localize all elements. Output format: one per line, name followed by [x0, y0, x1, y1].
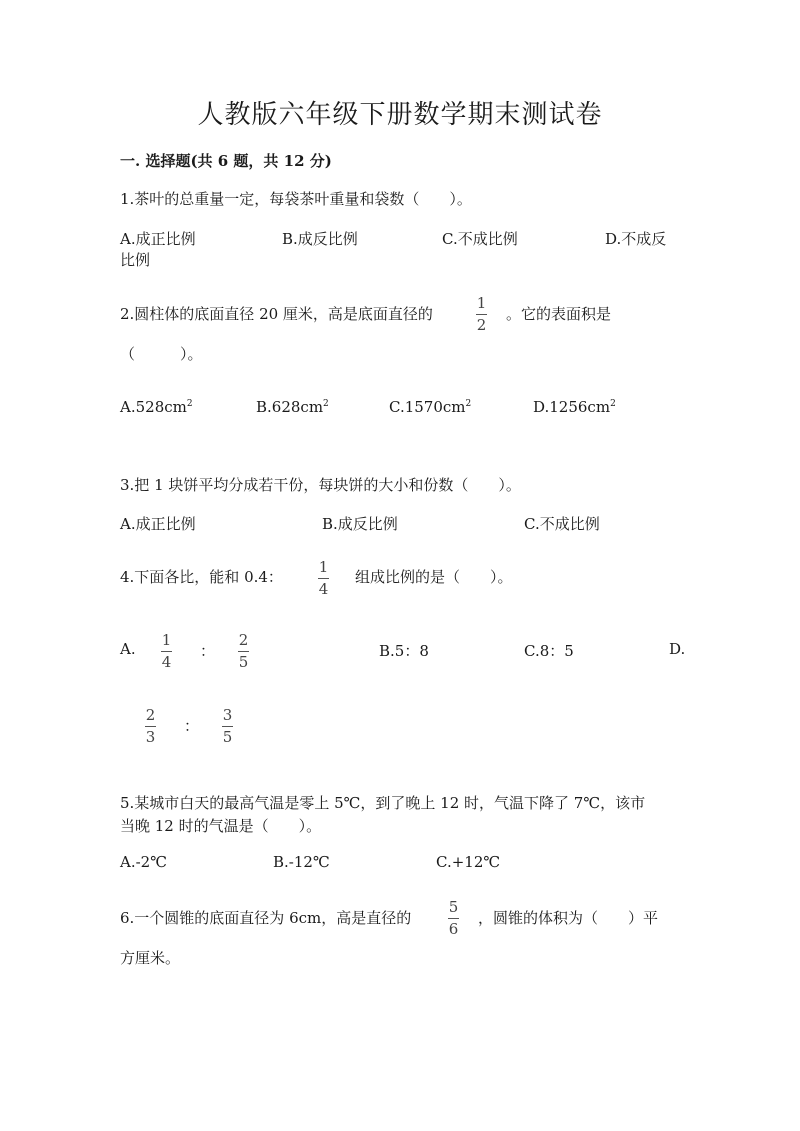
fraction-numerator: 2 — [145, 706, 156, 724]
fraction-bar — [318, 578, 329, 579]
question-4-option-d-fraction-1 — [145, 707, 156, 746]
page-title: 人教版六年级下册数学期末测试卷 — [197, 100, 603, 130]
fraction-bar — [222, 726, 233, 727]
question-5-stem: 5.某城市白天的最高气温是零上 5℃，到了晚上 12 时，气温下降了 7℃，该市 — [120, 794, 646, 812]
question-6-stem-continued: ，圆锥的体积为（ ）平 — [478, 909, 659, 927]
question-3-option-a: A.成正比例 — [120, 515, 196, 533]
fraction-numerator: 3 — [222, 706, 233, 724]
question-4-stem-continued: 组成比例的是（ ）。 — [355, 568, 513, 586]
question-2-option-c: $C.1570cm^2$ — [389, 398, 472, 416]
fraction-bar — [161, 651, 172, 652]
question-1-option-c: C.不成比例 — [442, 230, 518, 248]
fraction-bar — [145, 726, 156, 727]
fraction-bar — [448, 918, 459, 919]
question-5-stem-continued: 当晚 12 时的气温是（ ）。 — [120, 817, 322, 835]
fraction-denominator: 3 — [145, 728, 156, 746]
question-1-option-a: A.成正比例 — [120, 230, 196, 248]
question-4-option-d-label: D. — [669, 640, 686, 658]
fraction-numerator: 1 — [161, 631, 172, 649]
question-4-option-a-label: A. — [120, 640, 136, 658]
fraction-denominator: 5 — [238, 653, 249, 671]
fraction-bar — [238, 651, 249, 652]
question-6-stem-end: 方厘米。 — [120, 949, 181, 967]
fraction-denominator: 5 — [222, 728, 233, 746]
question-2-option-d: $D.1256cm^2$ — [533, 398, 616, 416]
question-1-option-d: D.不成反 — [605, 230, 667, 248]
question-2-option-b: $B.628cm^2$ — [256, 398, 329, 416]
question-6-fraction — [448, 899, 459, 938]
fraction-numerator: 5 — [448, 898, 459, 916]
question-2-stem: 2.圆柱体的底面直径 20 厘米，高是底面直径的 — [120, 305, 433, 323]
question-4-option-c: C.8：5 — [524, 642, 574, 660]
question-4-fraction — [318, 559, 329, 598]
question-3-option-b: B.成反比例 — [322, 515, 398, 533]
question-4-option-a-colon: ： — [200, 642, 216, 660]
fraction-bar — [476, 314, 487, 315]
question-4-option-d-fraction-2 — [222, 707, 233, 746]
question-2-fraction — [476, 295, 487, 334]
question-4-option-b: B.5：8 — [379, 642, 429, 660]
question-2-option-a: $A.528cm^2$ — [120, 398, 193, 416]
section-heading: 一. 选择题(共 6 题，共 12 分) — [120, 152, 332, 170]
fraction-denominator: 4 — [318, 580, 329, 598]
fraction-denominator: 6 — [448, 920, 459, 938]
question-1-option-b: B.成反比例 — [282, 230, 358, 248]
question-3-stem: 3.把 1 块饼平均分成若干份，每块饼的大小和份数（ ）。 — [120, 476, 521, 494]
question-6-stem: 6.一个圆锥的底面直径为 6cm，高是直径的 — [120, 909, 412, 927]
question-4-option-a-fraction-2 — [238, 632, 249, 671]
question-4-stem: 4.下面各比，能和 0.4： — [120, 568, 283, 586]
question-4-option-a-fraction-1 — [161, 632, 172, 671]
fraction-denominator: 4 — [161, 653, 172, 671]
question-2-stem-blank: （ ）。 — [120, 345, 203, 363]
fraction-numerator: 2 — [238, 631, 249, 649]
question-2-stem-continued: 。它的表面积是 — [506, 305, 612, 323]
fraction-numerator: 1 — [476, 294, 487, 312]
question-5-option-a: A.-2℃ — [120, 853, 167, 871]
question-1-stem: 1.茶叶的总重量一定，每袋茶叶重量和袋数（ ）。 — [120, 190, 472, 208]
question-5-option-c: C.+12℃ — [436, 853, 501, 871]
question-1-option-d-continued: 比例 — [120, 251, 151, 269]
fraction-numerator: 1 — [318, 558, 329, 576]
fraction-denominator: 2 — [476, 316, 487, 334]
question-5-option-b: B.-12℃ — [273, 853, 330, 871]
question-3-option-c: C.不成比例 — [524, 515, 600, 533]
question-4-option-d-colon: ： — [184, 717, 200, 735]
